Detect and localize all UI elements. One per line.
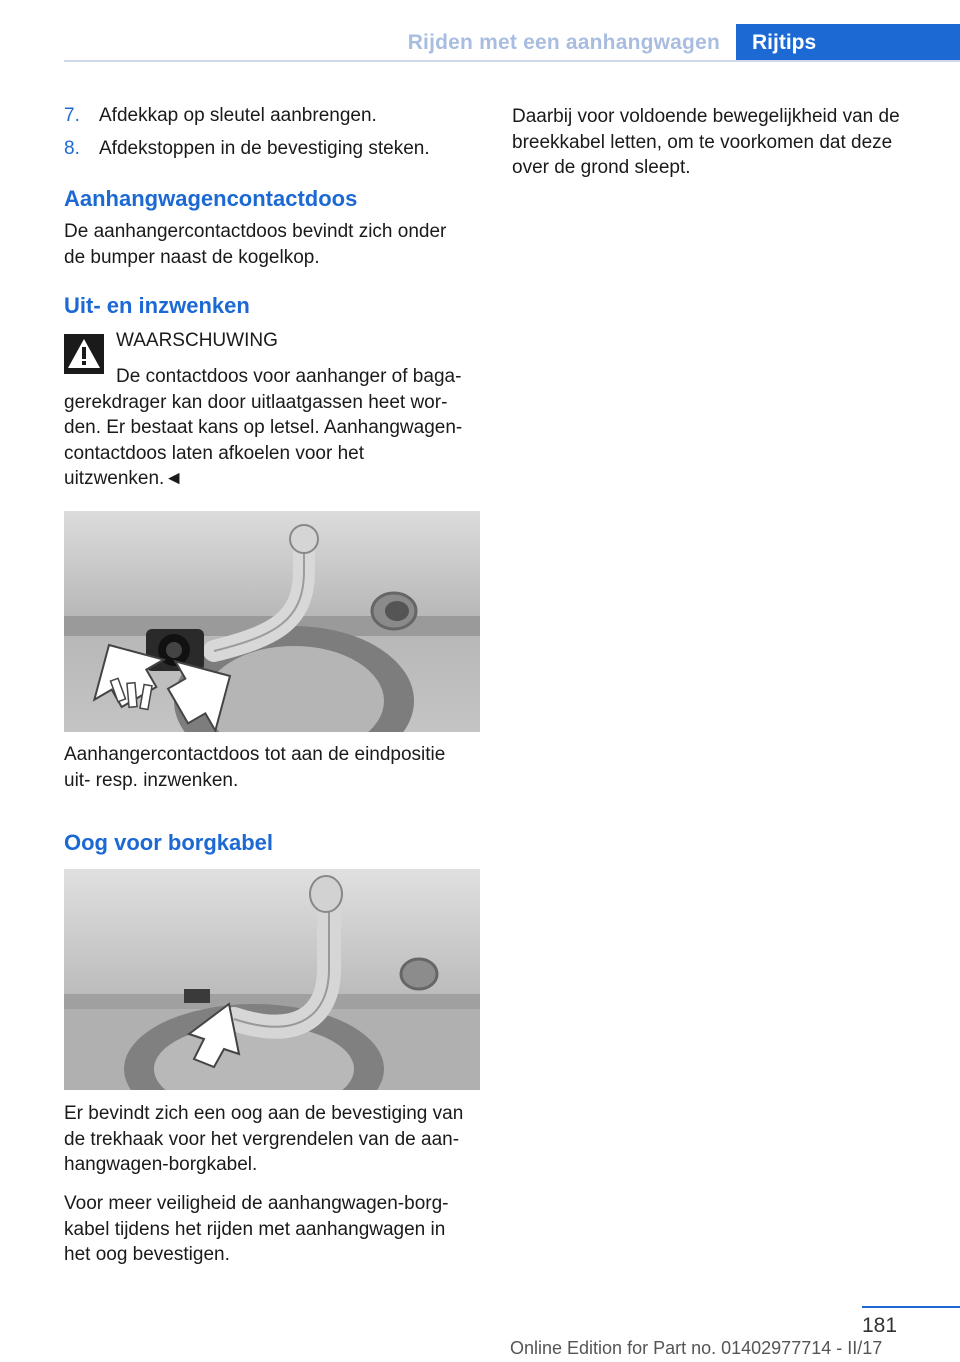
warning-title: WAARSCHUWING	[116, 330, 278, 351]
text-line: over de grond sleept.	[512, 157, 691, 178]
text-line: de trekhaak voor het vergrendelen van de aan-	[64, 1128, 460, 1150]
header-divider	[64, 60, 960, 62]
text-line: Voor meer veiligheid de aanhangwagen-borg-	[64, 1193, 449, 1214]
list-text: Afdekkap op sleutel aanbrengen.	[99, 105, 377, 126]
list-number: 8.	[64, 138, 80, 159]
page-number: 181	[862, 1314, 898, 1337]
figure-breakaway-eye	[64, 869, 480, 1090]
header-section-title: Rijden met een aanhangwagen	[407, 31, 720, 54]
text-line: hangwagen-borgkabel.	[64, 1154, 258, 1175]
text-line: de bumper naast de kogelkop.	[64, 246, 320, 268]
paragraph-safety	[64, 1191, 480, 1268]
section-heading-aanhangwagencontactdoos: Aanhangwagencontactdoos	[64, 186, 358, 211]
warning-text	[64, 364, 480, 492]
text-line: den. Er bestaat kans op letsel. Aanhangwagen-	[64, 417, 463, 438]
paragraph-contactdoos-location	[64, 219, 480, 270]
text-line: uit- resp. inzwenken.	[64, 769, 239, 791]
text-line: gerekdrager kan door uitlaatgassen heet wor-	[64, 391, 448, 413]
list-text: Afdekstoppen in de bevestiging steken.	[99, 138, 430, 159]
figure-caption-socket	[64, 742, 480, 793]
section-heading-uit-inzwenken: Uit- en inzwenken	[64, 293, 250, 318]
text-line: Aanhangercontactdoos tot aan de eindpositie	[64, 744, 446, 765]
text-line: contactdoos laten afkoelen voor het	[64, 442, 364, 464]
footer-edition: Online Edition for Part no. 01402977714 - II/17	[510, 1338, 883, 1358]
paragraph-eye-location	[64, 1101, 480, 1178]
page-header	[0, 0, 960, 62]
text-line: uitzwenken.◄	[64, 468, 184, 489]
figure-socket-swivel	[64, 511, 480, 732]
section-heading-oog-borgkabel: Oog voor borgkabel	[64, 830, 274, 855]
text-line: breekkabel letten, om te voorkomen dat deze	[512, 131, 893, 153]
paragraph-cable-mobility	[512, 104, 928, 181]
header-chapter-tab: Rijtips	[736, 24, 960, 62]
footer-divider	[862, 1306, 960, 1308]
text-line: het oog bevestigen.	[64, 1244, 230, 1265]
text-line: Er bevindt zich een oog aan de bevestiging van	[64, 1103, 464, 1124]
list-number: 7.	[64, 105, 80, 126]
text-line: De contactdoos voor aanhanger of baga-	[116, 366, 462, 387]
text-line: Daarbij voor voldoende bewegelijkheid van de	[512, 106, 900, 127]
text-line: kabel tijdens het rijden met aanhangwagen in	[64, 1218, 446, 1240]
text-line: De aanhangercontactdoos bevindt zich onder	[64, 221, 447, 242]
